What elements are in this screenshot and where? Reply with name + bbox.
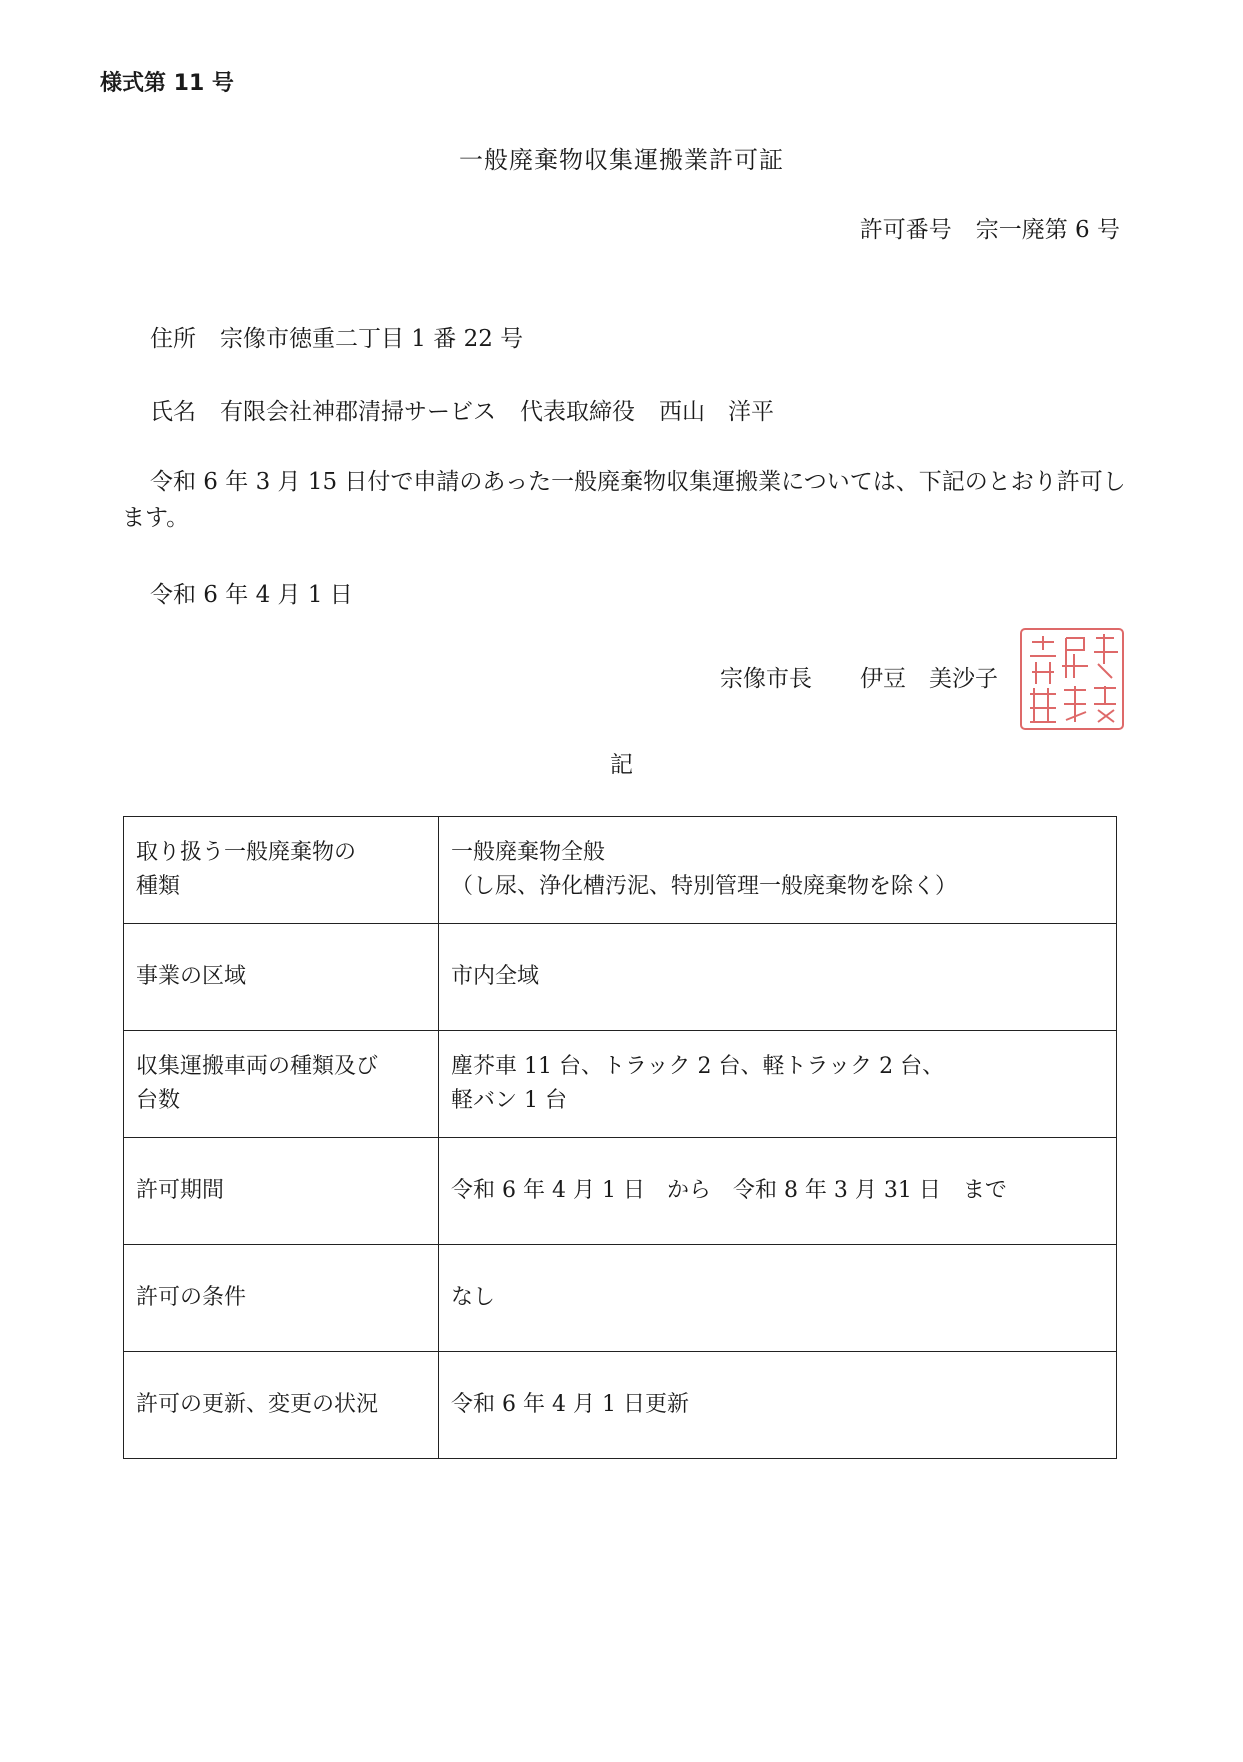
mayor-signature (720, 660, 998, 693)
row-value-line: 市内全域 (451, 964, 540, 989)
address-value: 宗像市徳重二丁目 1 番 22 号 (220, 326, 524, 352)
official-seal-stamp (1018, 626, 1126, 732)
row-key-line: 許可の条件 (136, 1285, 247, 1310)
row-value (439, 924, 1117, 1031)
row-value (439, 1031, 1117, 1138)
table-row (124, 1031, 1117, 1138)
mayor-name: 伊豆 美沙子 (860, 666, 998, 692)
issue-date: 令和 6 年 4 月 1 日 (150, 582, 353, 608)
row-value-line: なし (451, 1285, 496, 1310)
row-value (439, 1138, 1117, 1245)
row-key-line: 台数 (136, 1088, 181, 1113)
table-row (124, 1352, 1117, 1459)
row-key (124, 1352, 439, 1459)
table-row (124, 924, 1117, 1031)
body-text: 令和 6 年 3 月 15 日付で申請のあった一般廃棄物収集運搬業については、下記のとおり許可します。 (122, 469, 1126, 531)
row-value-line: 軽バン 1 台 (451, 1088, 567, 1113)
row-key (124, 1031, 439, 1138)
row-key (124, 1138, 439, 1245)
representative-role: 代表取締役 (520, 399, 635, 425)
name-line (150, 393, 774, 426)
form-number: 様式第 11 号 (100, 71, 234, 96)
row-key-line: 許可期間 (136, 1178, 225, 1203)
row-key (124, 817, 439, 924)
row-key-line: 取り扱う一般廃棄物の (136, 840, 357, 865)
row-value-line: 令和 6 年 4 月 1 日更新 (451, 1392, 689, 1417)
table-row (124, 817, 1117, 924)
row-key-line: 収集運搬車両の種類及び (136, 1054, 379, 1079)
permit-number-label: 許可番号 (859, 217, 952, 243)
permit-details-table (123, 816, 1117, 1459)
document-title: 一般廃棄物収集運搬業許可証 (459, 146, 784, 174)
permit-number (860, 211, 1120, 244)
table-row (124, 1245, 1117, 1352)
company-name: 有限会社神郡清掃サービス (220, 399, 496, 425)
row-value (439, 1245, 1117, 1352)
row-value-line: 一般廃棄物全般 (451, 840, 606, 865)
row-key (124, 1245, 439, 1352)
row-value-line: （し尿、浄化槽汚泥、特別管理一般廃棄物を除く） (451, 874, 958, 899)
address-label: 住所 (150, 326, 196, 352)
mayor-title: 宗像市長 (720, 666, 812, 692)
permit-number-value: 宗一廃第 6 号 (975, 217, 1120, 243)
row-value (439, 817, 1117, 924)
row-key-line: 種類 (136, 874, 181, 899)
row-key-line: 許可の更新、変更の状況 (136, 1392, 379, 1417)
address-line (150, 320, 523, 353)
row-key (124, 924, 439, 1031)
table-row (124, 1138, 1117, 1245)
row-value (439, 1352, 1117, 1459)
name-label: 氏名 (150, 399, 196, 425)
row-value-line: 塵芥車 11 台、トラック 2 台、軽トラック 2 台、 (451, 1054, 945, 1079)
row-value-line: 令和 6 年 4 月 1 日 から 令和 8 年 3 月 31 日 まで (451, 1178, 1007, 1203)
representative-name: 西山 洋平 (659, 399, 774, 425)
ki-heading: 記 (610, 752, 633, 778)
row-key-line: 事業の区域 (136, 964, 247, 989)
